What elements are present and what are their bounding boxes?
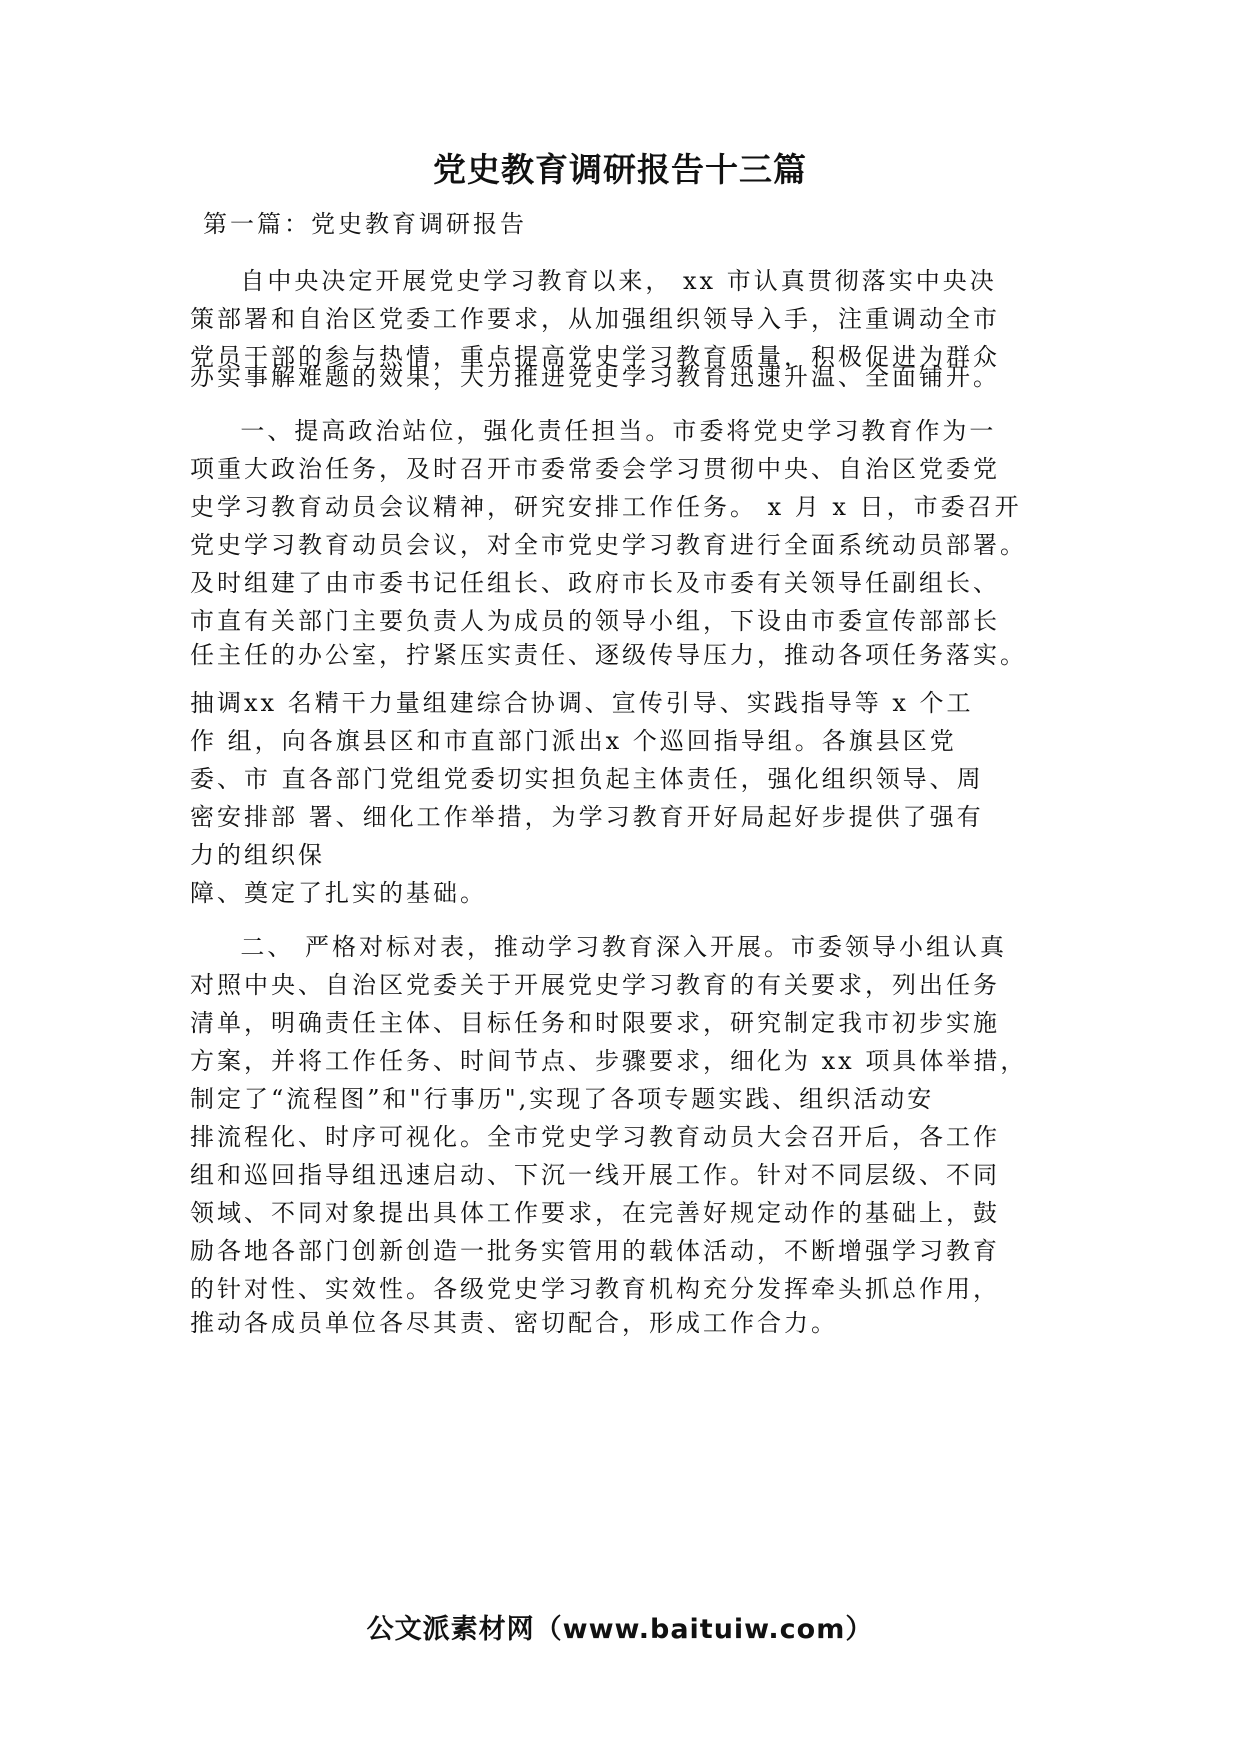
- text-line: 任主任的办公室，拧紧压实责任、逐级传导压力，推动各项任务落实。: [190, 641, 1027, 669]
- section-subheading: 第一篇：党史教育调研报告: [203, 210, 527, 238]
- text-line: 作 组，向各旗县区和市直部门派出x 个巡回指导组。各旗县区党: [190, 727, 957, 755]
- paragraph-section-one: [190, 412, 1070, 640]
- footer-watermark: 公文派素材网（www.baituiw.com）: [366, 1614, 874, 1645]
- text-line: 二、 严格对标对表，推动学习教育深入开展。市委领导小组认真: [240, 933, 1008, 961]
- text-line: 项重大政治任务，及时召开市委常委会学习贯彻中央、自治区党委党: [190, 455, 1000, 483]
- text-line: 党史学习教育动员会议，对全市党史学习教育进行全面系统动员部署。: [190, 531, 1027, 559]
- text-line: 史学习教育动员会议精神，研究安排工作任务。 x 月 x 日，市委召开: [190, 493, 1022, 521]
- text-line: 策部署和自治区党委工作要求，从加强组织领导入手，注重调动全市: [190, 305, 1000, 333]
- text-line: 排流程化、时序可视化。全市党史学习教育动员大会召开后，各工作: [190, 1123, 1000, 1151]
- text-line: 推动各成员单位各尽其责、密切配合，形成工作合力。: [190, 1309, 838, 1337]
- text-line: 力的组织保: [190, 841, 325, 869]
- text-line: 对照中央、自治区党委关于开展党史学习教育的有关要求，列出任务: [190, 971, 1000, 999]
- text-line: 党员干部的参与热情，重点提高党史学习教育质量，积极促进为群众: [190, 343, 1000, 371]
- text-line: 障、奠定了扎实的基础。: [190, 879, 487, 907]
- text-line: 委、市 直各部门党组党委切实担负起主体责任，强化组织领导、周: [190, 765, 984, 793]
- paragraph-section-one-detail: [190, 684, 1070, 874]
- text-line: 一、提高政治站位，强化责任担当。市委将党史学习教育作为一: [240, 417, 997, 445]
- text-line: 自中央决定开展党史学习教育以来， xx 市认真贯彻落实中央决: [240, 267, 997, 295]
- text-line: 领域、不同对象提出具体工作要求，在完善好规定动作的基础上，鼓: [190, 1199, 1000, 1227]
- paragraph-section-two-continued: [190, 1304, 1070, 1342]
- text-line: 及时组建了由市委书记任组长、政府市长及市委有关领导任副组长、: [190, 569, 1000, 597]
- paragraph-section-two: [190, 928, 1070, 1308]
- text-line: 励各地各部门创新创造一批务实管用的载体活动，不断增强学习教育: [190, 1237, 1000, 1265]
- text-line: 市直有关部门主要负责人为成员的领导小组，下设由市委宣传部部长: [190, 607, 1000, 635]
- text-line: 清单，明确责任主体、目标任务和时限要求，研究制定我市初步实施: [190, 1009, 1000, 1037]
- text-line: 制定了“流程图”和"行事历",实现了各项专题实践、组织活动安: [190, 1085, 935, 1113]
- paragraph-section-one-continued: [190, 636, 1070, 674]
- text-line: 办实事解难题的效果，大力推进党史学习教育迅速升温、全面铺开。: [190, 363, 1000, 391]
- text-line: 组和巡回指导组迅速启动、下沉一线开展工作。针对不同层级、不同: [190, 1161, 1000, 1189]
- text-line: 的针对性、实效性。各级党史学习教育机构充分发挥牵头抓总作用，: [190, 1275, 1000, 1303]
- text-line: 密安排部 署、细化工作举措，为学习教育开好局起好步提供了强有: [190, 803, 984, 831]
- paragraph-intro-continued: [190, 358, 1070, 396]
- document-title: 党史教育调研报告十三篇: [433, 150, 807, 189]
- text-line: 抽调xx 名精干力量组建综合协调、宣传引导、实践指导等 x 个工: [190, 689, 974, 717]
- paragraph-section-one-detail-continued: [190, 874, 1070, 912]
- text-line: 方案，并将工作任务、时间节点、步骤要求，细化为 xx 项具体举措，: [190, 1047, 1028, 1075]
